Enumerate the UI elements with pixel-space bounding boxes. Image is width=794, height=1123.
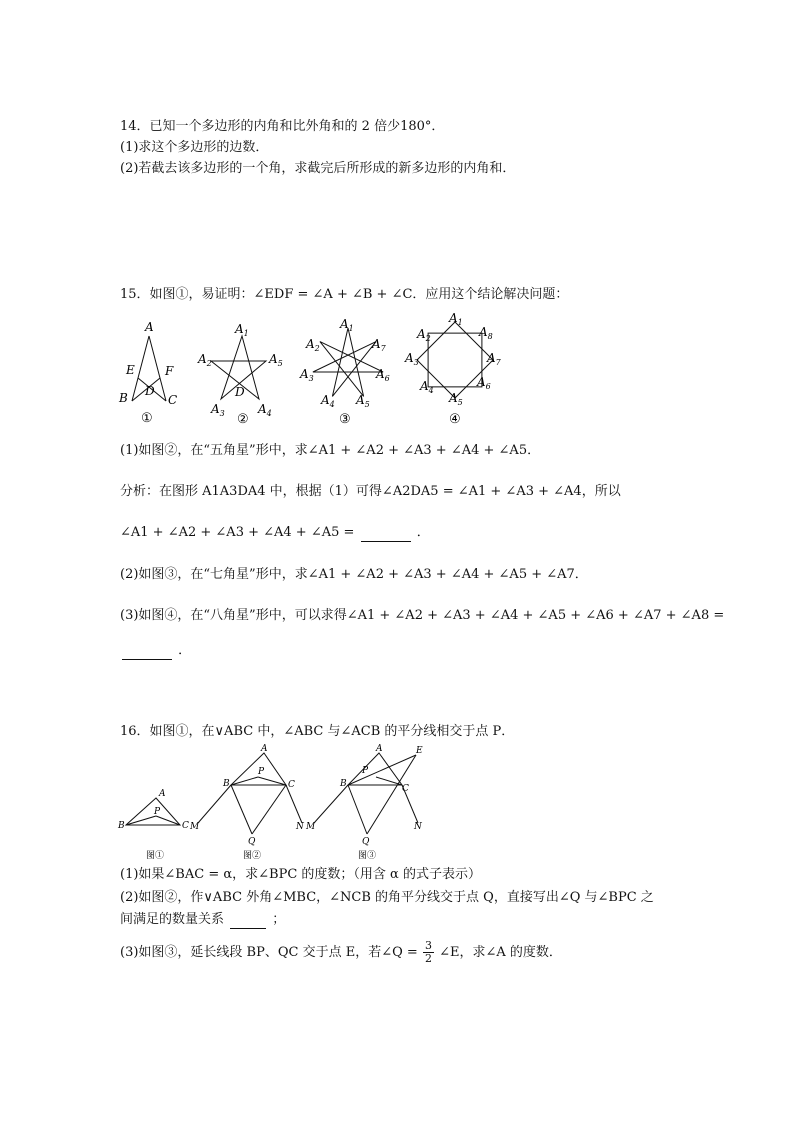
fraction-three-halves — [423, 940, 434, 965]
q15-sum-line — [120, 524, 430, 542]
q16-figure-3 — [304, 740, 434, 862]
label-A7: $A_7$ — [487, 351, 501, 367]
label-Q: Q — [248, 837, 256, 847]
label-A1: $A_1$ — [449, 311, 463, 327]
label-M: M — [306, 822, 316, 832]
label-A5: $A_5$ — [269, 352, 283, 368]
q15-analysis: 分析：在图形 A1A3DA4 中，根据（1）可得∠A2DA5 = ∠A1 + ∠A3 + ∠A4，所以 — [120, 484, 621, 499]
period: ． — [416, 525, 430, 540]
q15-part1: (1)如图②，在“五角星”形中，求∠A1 + ∠A2 + ∠A3 + ∠A4 + ∠A5． — [120, 443, 541, 458]
q15-part3-answer — [120, 642, 191, 660]
fraction-denominator: 2 — [424, 952, 432, 965]
label-A3: $A_3$ — [405, 351, 419, 367]
label-A4: $A_4$ — [321, 393, 335, 409]
label-N: N — [414, 822, 422, 832]
answer-blank-1[interactable] — [361, 529, 411, 542]
q16-part3b: ∠E，求∠A 的度数． — [439, 945, 562, 960]
q15-figure-1 — [115, 318, 190, 428]
label-C: C — [288, 780, 295, 790]
caption-1: 图① — [146, 851, 165, 861]
q15-figure-2 — [195, 318, 290, 428]
label-A4: $A_4$ — [258, 402, 272, 418]
caption-4: ④ — [449, 412, 461, 427]
q16-part2a: (2)如图②，作∨ABC 外角∠MBC，∠NCB 的角平分线交于点 Q，直接写出∠Q 与∠BPC 之 — [120, 890, 654, 905]
q16-part2b-line — [120, 911, 285, 929]
label-F: F — [165, 364, 174, 378]
caption-3: 图③ — [358, 851, 377, 861]
label-B: B — [118, 821, 125, 831]
q15-figure-4 — [403, 306, 508, 428]
label-P: P — [362, 766, 369, 776]
label-C: C — [402, 784, 409, 794]
q16-part3-line — [120, 940, 562, 965]
label-A2: $A_2$ — [198, 352, 212, 368]
period: ． — [178, 643, 192, 658]
label-A2: $A_2$ — [417, 327, 431, 343]
label-A: A — [145, 320, 154, 334]
label-E: E — [126, 363, 135, 377]
label-M: M — [190, 822, 200, 832]
label-A: A — [261, 744, 268, 754]
label-A1: $A_1$ — [340, 317, 354, 333]
caption-2: ② — [237, 412, 249, 427]
label-A4: $A_4$ — [420, 379, 434, 395]
label-D: D — [145, 384, 155, 398]
label-C: C — [168, 393, 178, 407]
label-A1: $A_1$ — [235, 322, 249, 338]
q15-part3: (3)如图④，在“八角星”形中，可以求得∠A1 + ∠A2 + ∠A3 + ∠A4 + ∠A5 + ∠A6 + ∠A7 + ∠A8 = — [120, 608, 725, 623]
caption-2: 图② — [243, 851, 262, 861]
label-P: P — [154, 807, 161, 817]
q16-part2-end: ； — [272, 912, 286, 927]
fraction-numerator: 3 — [424, 939, 432, 952]
label-A3: $A_3$ — [211, 402, 225, 418]
label-A7: $A_7$ — [372, 337, 386, 353]
caption-3: ③ — [339, 412, 351, 427]
label-P: P — [258, 767, 265, 777]
label-C: C — [182, 821, 189, 831]
q15-figure-3 — [298, 312, 398, 428]
q16-figure-2 — [188, 740, 310, 862]
answer-blank-2[interactable] — [122, 647, 172, 660]
label-A6: $A_6$ — [477, 375, 491, 391]
label-A5: $A_5$ — [449, 391, 463, 407]
label-D: D — [235, 385, 245, 399]
label-A3: $A_3$ — [300, 367, 314, 383]
label-B: B — [223, 779, 230, 789]
label-A2: $A_2$ — [306, 337, 320, 353]
label-A6: $A_6$ — [376, 367, 390, 383]
q15-sum-lhs: ∠A1 + ∠A2 + ∠A3 + ∠A4 + ∠A5 = — [120, 525, 355, 540]
answer-blank-3[interactable] — [230, 916, 266, 929]
q14-part1: (1)求这个多边形的边数． — [120, 140, 269, 155]
label-Q: Q — [362, 837, 370, 847]
q16-part2b: 间满足的数量关系 — [120, 912, 225, 927]
q16-stem: 16．如图①，在∨ABC 中，∠ABC 与∠ACB 的平分线相交于点 P． — [120, 724, 515, 739]
label-B: B — [340, 779, 347, 789]
label-B: B — [119, 391, 128, 405]
q14-stem: 14．已知一个多边形的内角和比外角和的 2 倍少180°． — [120, 119, 445, 134]
label-E: E — [416, 746, 423, 756]
caption-1: ① — [141, 411, 153, 426]
label-A5: $A_5$ — [356, 393, 370, 409]
label-A: A — [376, 744, 383, 754]
q14-part2: (2)若截去该多边形的一个角，求截完后所形成的新多边形的内角和． — [120, 161, 516, 176]
label-A8: $A_8$ — [479, 325, 493, 341]
q16-part3a: (3)如图③，延长线段 BP、QC 交于点 E，若∠Q = — [120, 945, 418, 960]
q16-part1: (1)如果∠BAC = α，求∠BPC 的度数；（用含 α 的式子表示） — [120, 867, 481, 882]
q16-figure-1 — [116, 780, 196, 862]
q15-part2: (2)如图③，在“七角星”形中，求∠A1 + ∠A2 + ∠A3 + ∠A4 + ∠A5 + ∠A7． — [120, 567, 588, 582]
label-A: A — [159, 789, 166, 799]
q15-stem: 15．如图①，易证明：∠EDF = ∠A + ∠B + ∠C．应用这个结论解决问题： — [120, 287, 569, 302]
label-N: N — [296, 822, 304, 832]
